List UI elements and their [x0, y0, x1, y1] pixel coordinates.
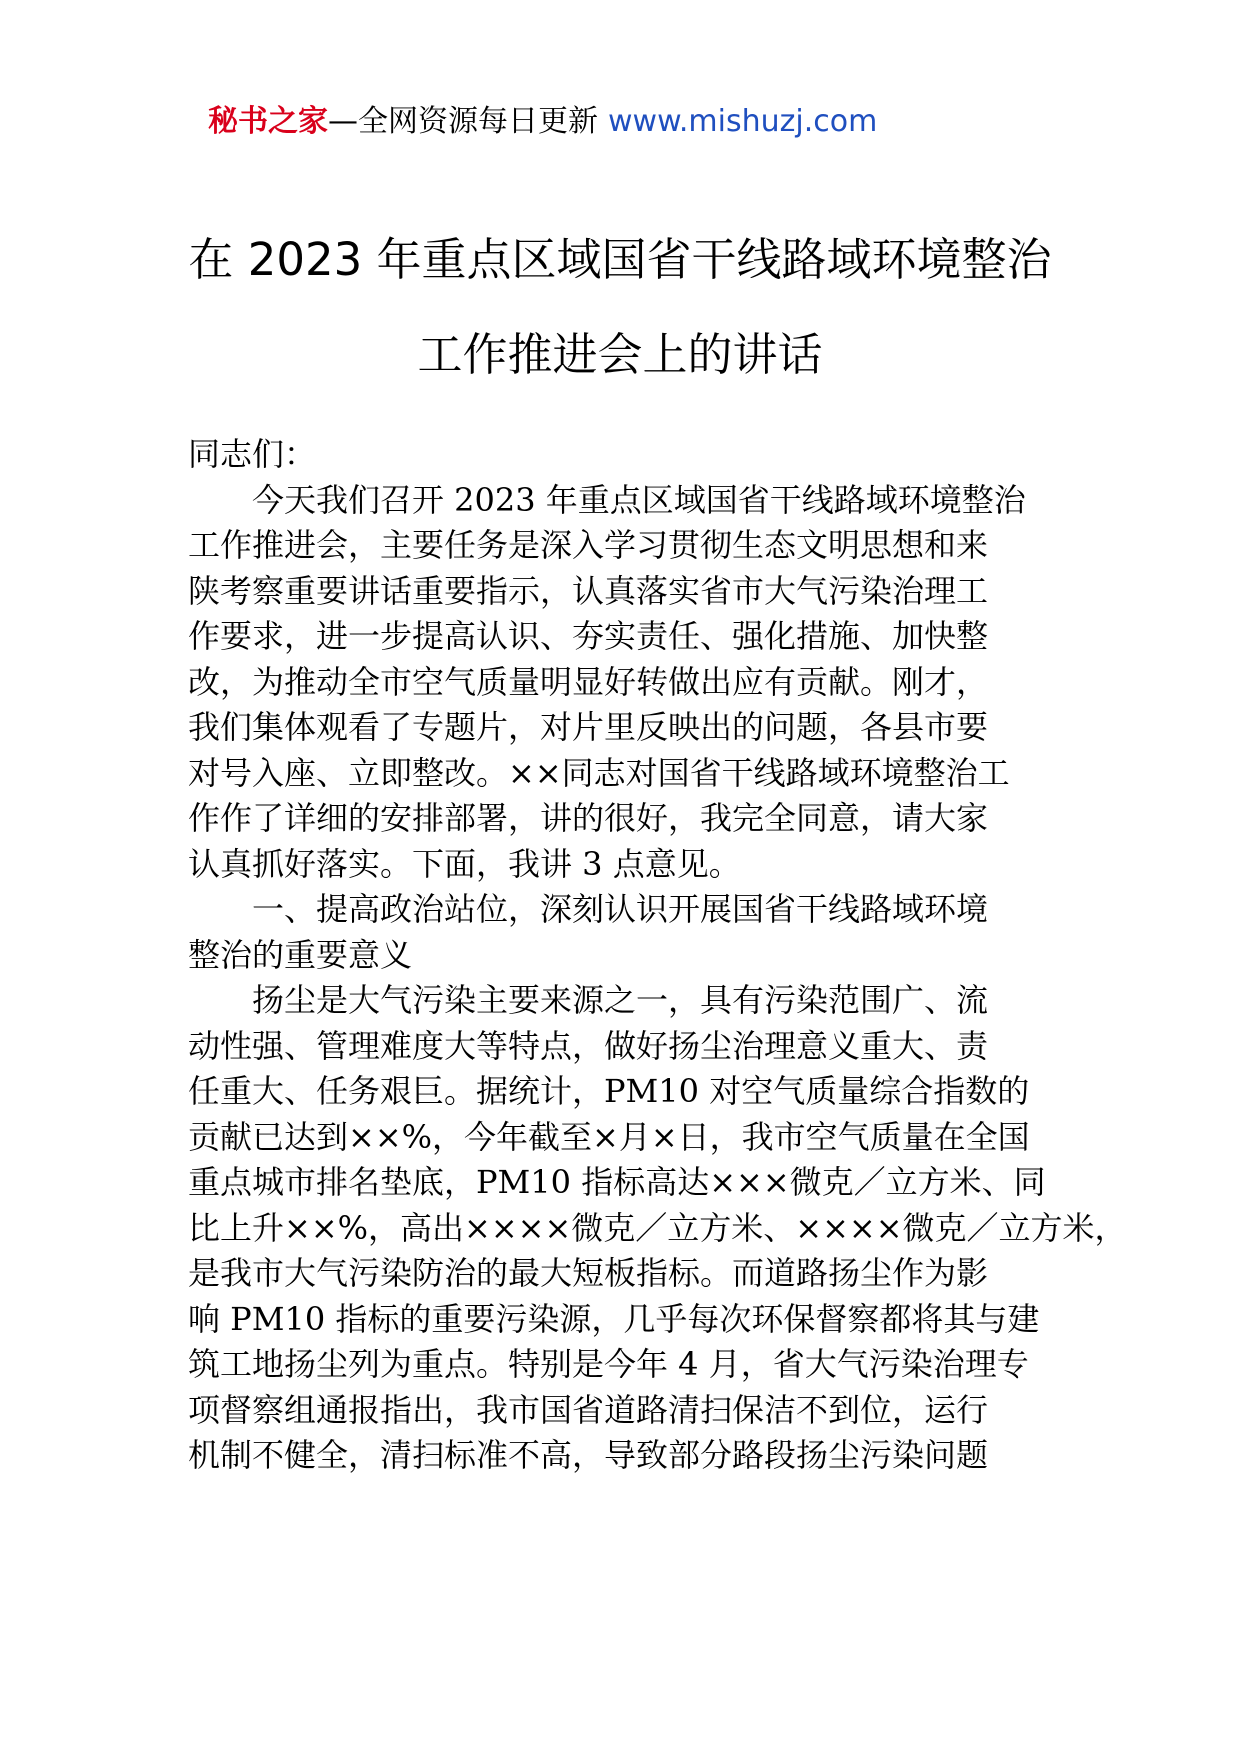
text-line: 筑工地扬尘列为重点。特别是今年 4 月，省大气污染治理专: [188, 1345, 1029, 1383]
text-line: 工作推进会，主要任务是深入学习贯彻生态文明思想和来: [188, 526, 989, 564]
text-line: 机制不健全，清扫标准不高，导致部分路段扬尘污染问题: [188, 1436, 989, 1474]
text-line: 响 PM10 指标的重要污染源，几乎每次环保督察都将其与建: [188, 1299, 1040, 1338]
text-line: 今天我们召开 2023 年重点区域国省干线路域环境整治: [252, 480, 1026, 519]
header-tagline: —全网资源每日更新: [328, 104, 598, 139]
text-line: 陕考察重要讲话重要指示，认真落实省市大气污染治理工: [188, 571, 989, 610]
site-header: [208, 100, 877, 144]
text-line: 作作了详细的安排部署，讲的很好，我完全同意，请大家: [188, 799, 989, 837]
brand-name: 秘书之家: [208, 104, 328, 139]
site-url-link[interactable]: www.mishuzj.com: [608, 104, 878, 139]
text-line: 重点城市排名垫底，PM10 指标高达×××微克／立方米、同: [188, 1163, 1046, 1201]
text-line: 任重大、任务艰巨。据统计，PM10 对空气质量综合指数的: [188, 1072, 1030, 1110]
text-line: 对号入座、立即整改。××同志对国省干线路域环境整治工: [188, 753, 1010, 792]
title-line-1: 在 2023 年重点区域国省干线路域环境整治: [188, 233, 1052, 286]
text-line: 作要求，进一步提高认识、夯实责任、强化措施、加快整: [188, 617, 989, 655]
text-line: 动性强、管理难度大等特点，做好扬尘治理意义重大、责: [188, 1026, 989, 1065]
title-line-2: 工作推进会上的讲话: [417, 328, 823, 381]
text-line: 是我市大气污染防治的最大短板指标。而道路扬尘作为影: [188, 1254, 989, 1292]
paragraph-dust: [188, 978, 1127, 1479]
text-line: 比上升××%，高出××××微克／立方米、××××微克／立方米，: [188, 1208, 1127, 1247]
document-title: [150, 212, 1090, 402]
text-line: 贡献已达到××%，今年截至×月×日，我市空气质量在全国: [188, 1117, 1030, 1156]
text-line: 项督察组通报指出，我市国省道路清扫保洁不到位，运行: [188, 1390, 989, 1429]
section-heading-1: [188, 887, 1068, 978]
text-line: 改，为推动全市空气质量明显好转做出应有贡献。刚才，: [188, 662, 989, 701]
salutation: 同志们：: [188, 435, 317, 473]
document-body: [188, 432, 1127, 1479]
text-line: 扬尘是大气污染主要来源之一，具有污染范围广、流: [252, 981, 989, 1019]
paragraph-intro: [188, 478, 1068, 888]
text-line: 认真抓好落实。下面，我讲 3 点意见。: [188, 844, 741, 883]
text-line: 我们集体观看了专题片，对片里反映出的问题，各县市要: [188, 708, 989, 746]
heading-line: 整治的重要意义: [188, 935, 413, 974]
heading-line: 一、提高政治站位，深刻认识开展国省干线路域环境: [252, 890, 989, 928]
